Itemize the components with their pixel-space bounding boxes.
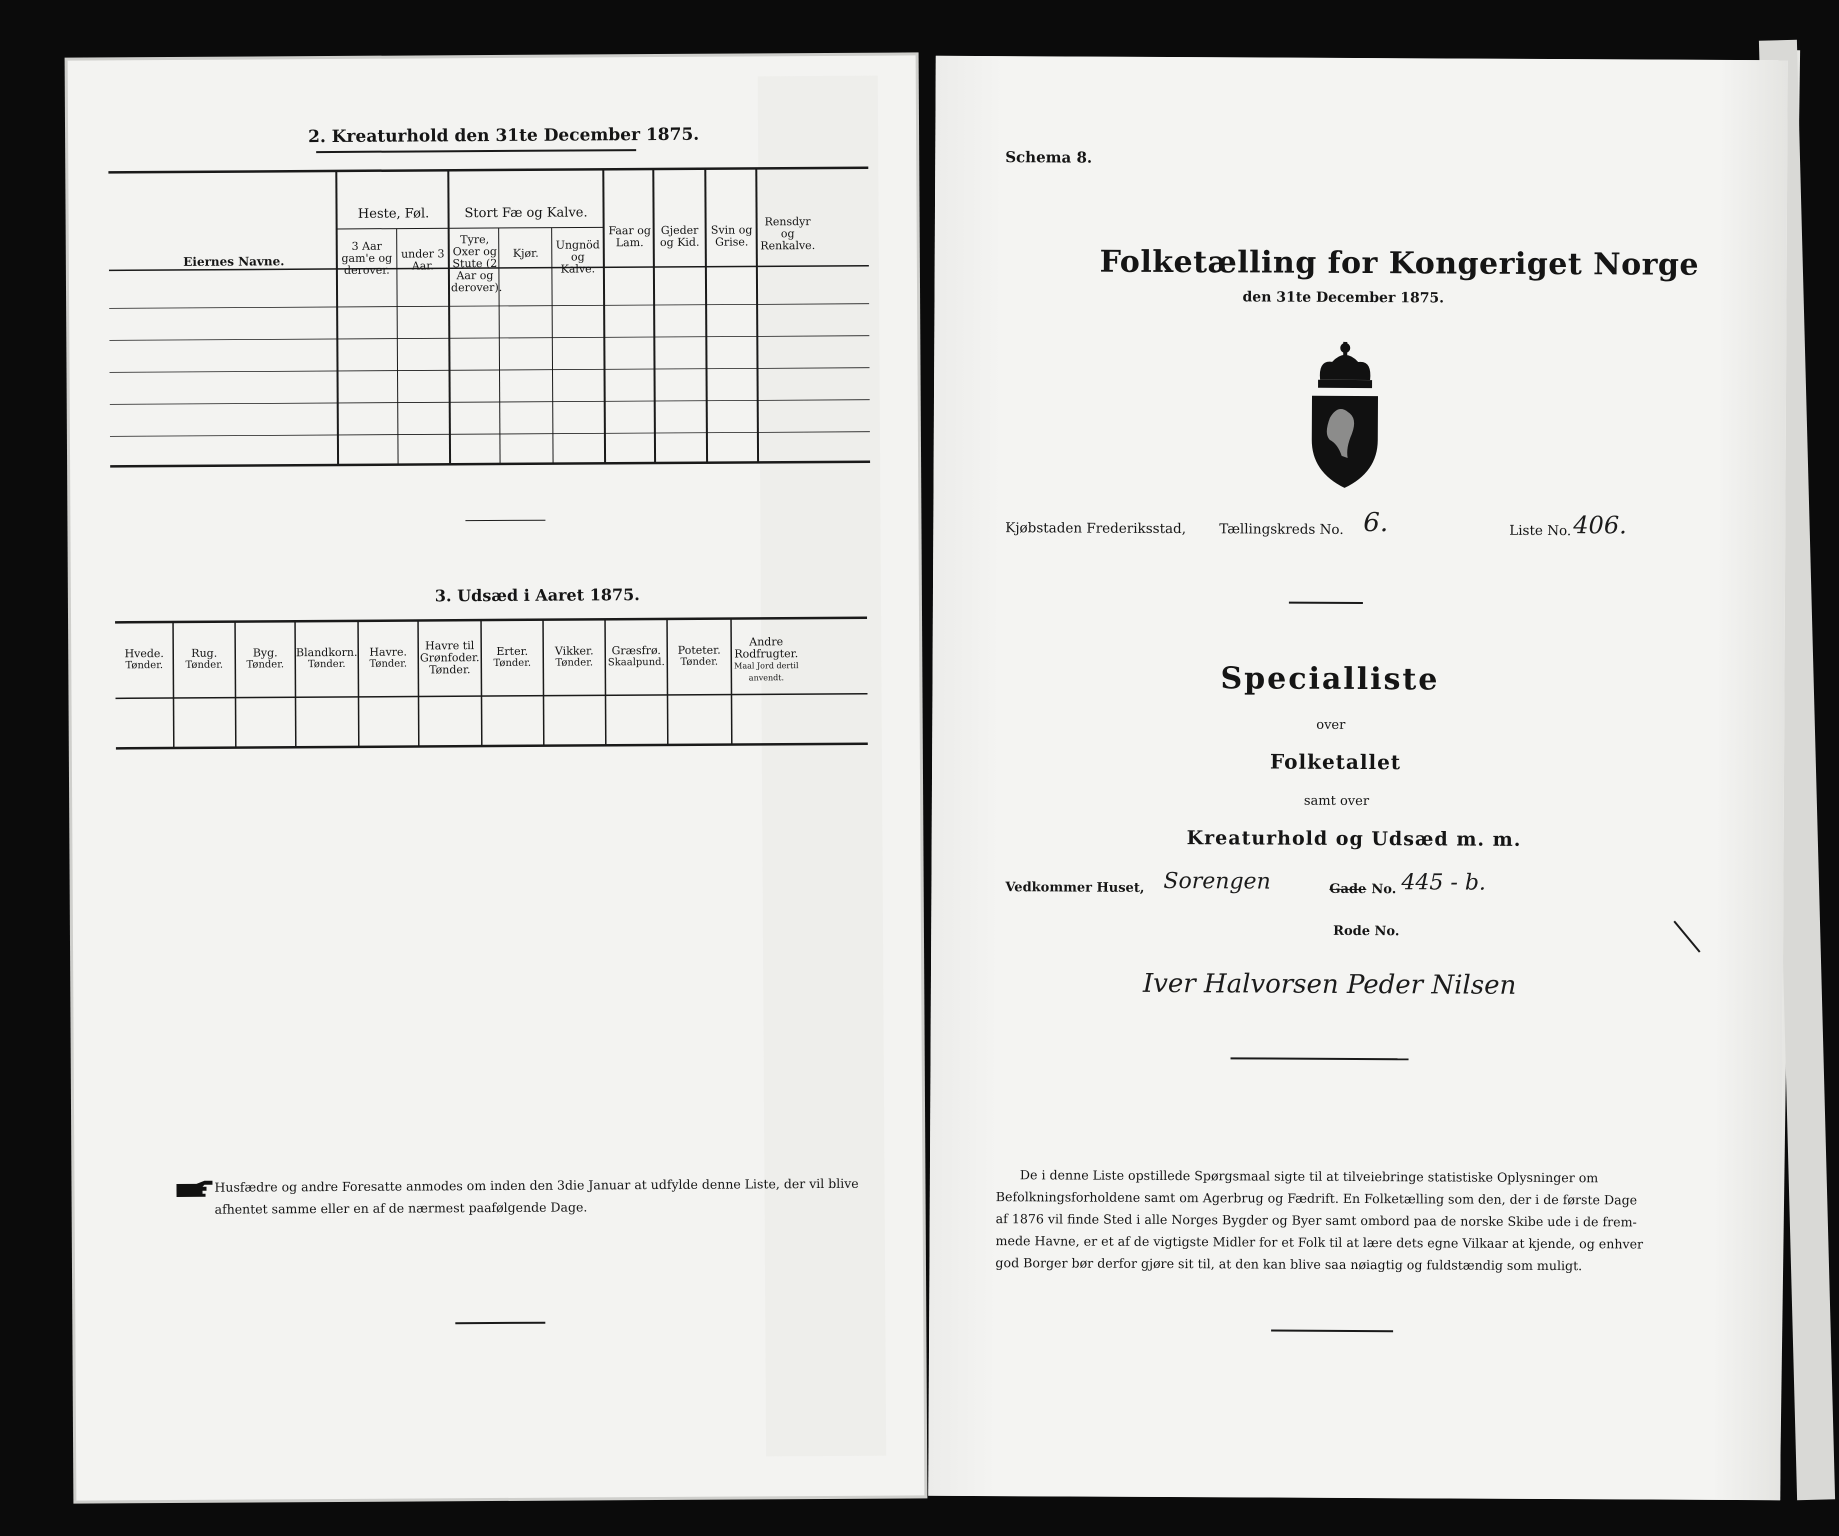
seed-header: Græsfrø. Skaalpund. [607, 643, 665, 669]
document-date: den 31te December 1875. [1242, 289, 1445, 307]
population-heading: Folketallet [1270, 749, 1402, 775]
divider-dash [465, 520, 545, 521]
cows-header: Kjør. [512, 246, 539, 260]
young-cattle-header: Ungnöd og Kalve. [555, 238, 600, 276]
right-page [928, 56, 1788, 1500]
seed-header: Havre til Grønfoder. Tønder. [419, 639, 480, 677]
seed-header: Hvede. Tønder. [124, 647, 164, 672]
pigs-header: Svin og Grise. [710, 223, 753, 249]
list-label: Liste No. [1509, 522, 1572, 540]
coat-of-arms-icon [1300, 340, 1391, 490]
bulls-header: Tyre, Oxer og Stute (2 Aar og derover). [450, 233, 503, 295]
horses-young-header: under 3 Aar. [401, 247, 445, 273]
closing-dash [455, 1322, 545, 1324]
district-label: Tællingskreds No. [1219, 521, 1344, 538]
paragraph-line: Befolkningsforholdene samt om Agerbrug og Fædrift. En Folketælling som den, der i de første Dage [995, 1189, 1638, 1208]
paragraph-line: De i denne Liste opstillede Spørgsmaal sigte til at tilveiebringe statistiske Oplysninger om [1019, 1167, 1599, 1186]
notice-line-2: afhentet samme eller en af de nærmest paafølgende Dage. [214, 1199, 588, 1217]
ward-number-label: Rode No. [1333, 923, 1400, 940]
horses-group-header: Heste, Føl. [357, 206, 430, 222]
house-name-handwritten: Sorengen [1163, 868, 1271, 895]
list-number-handwritten: 406. [1573, 511, 1627, 540]
house-number-label: No. [1371, 882, 1397, 898]
seed-header: Rug. Tønder. [185, 646, 224, 671]
seed-headers-row [115, 635, 867, 699]
municipality-label: Kjøbstaden Frederiksstad, [1005, 520, 1187, 538]
street-label: Gade [1329, 881, 1367, 898]
sheep-header: Faar og Lam. [608, 224, 651, 250]
seed-header: Vikker. Tønder. [554, 644, 594, 669]
and-over-label: samt over [1303, 793, 1370, 810]
seed-header: Byg. Tønder. [246, 646, 285, 671]
left-page [68, 55, 925, 1500]
livestock-heading: Kreaturhold og Udsæd m. m. [1186, 827, 1522, 851]
district-number-handwritten: 6. [1363, 508, 1389, 539]
house-number-handwritten: 445 - b. [1401, 870, 1487, 896]
paragraph-line: god Borger bør derfor gjøre sit til, at den kan blive saa nøiagtig og fuldstændig som muligt. [995, 1255, 1583, 1274]
paragraph-line: mede Havne, er et af de vigtigste Midler for et Folk til at lære dets egne Vilkaar at kjende, og enhver [995, 1233, 1644, 1252]
schema-label: Schema 8. [1005, 148, 1093, 167]
seed-header: Poteter. Tønder. [677, 643, 721, 668]
house-label: Vedkommer Huset, [1005, 880, 1145, 896]
seed-header: Erter. Tønder. [493, 644, 532, 670]
pointing-hand-icon [174, 1178, 214, 1200]
special-list-title: Specialliste [1220, 661, 1440, 698]
horses-old-header: 3 Aar gam'e og derover. [341, 239, 393, 277]
goats-header: Gjeder og Kid. [659, 223, 700, 249]
over-label: over [1316, 717, 1346, 733]
title-underline [316, 149, 636, 153]
notice-line-1: Husfædre og andre Foresatte anmodes om inden den 3die Januar at udfylde denne Liste, der vil blive [214, 1175, 859, 1195]
seed-header: Blandkorn. Tønder. [295, 645, 358, 671]
seed-header: Havre. Tønder. [369, 645, 408, 670]
document-title: Folketælling for Kongeriget Norge [1099, 244, 1700, 283]
section3-title: 3. Udsæd i Aaret 1875. [434, 585, 640, 606]
section2-title: 2. Kreaturhold den 31te December 1875. [308, 124, 700, 148]
owner-names-header: Eiernes Navne. [183, 254, 285, 269]
cattle-group-header: Stort Fæ og Kalve. [464, 205, 588, 222]
instruction-paragraph [995, 1164, 1716, 1278]
reindeer-header: Rensdyr og Renkalve. [760, 215, 816, 253]
owners-handwritten: Iver Halvorsen Peder Nilsen [1142, 968, 1517, 1001]
seed-header: Andre Rodfrugter. Maal Jord dertil anvendt. [734, 635, 799, 683]
paragraph-line: af 1876 vil finde Sted i alle Norges Bygder og Byer samt ombord paa de norske Skibe ude i de frem- [995, 1211, 1637, 1230]
